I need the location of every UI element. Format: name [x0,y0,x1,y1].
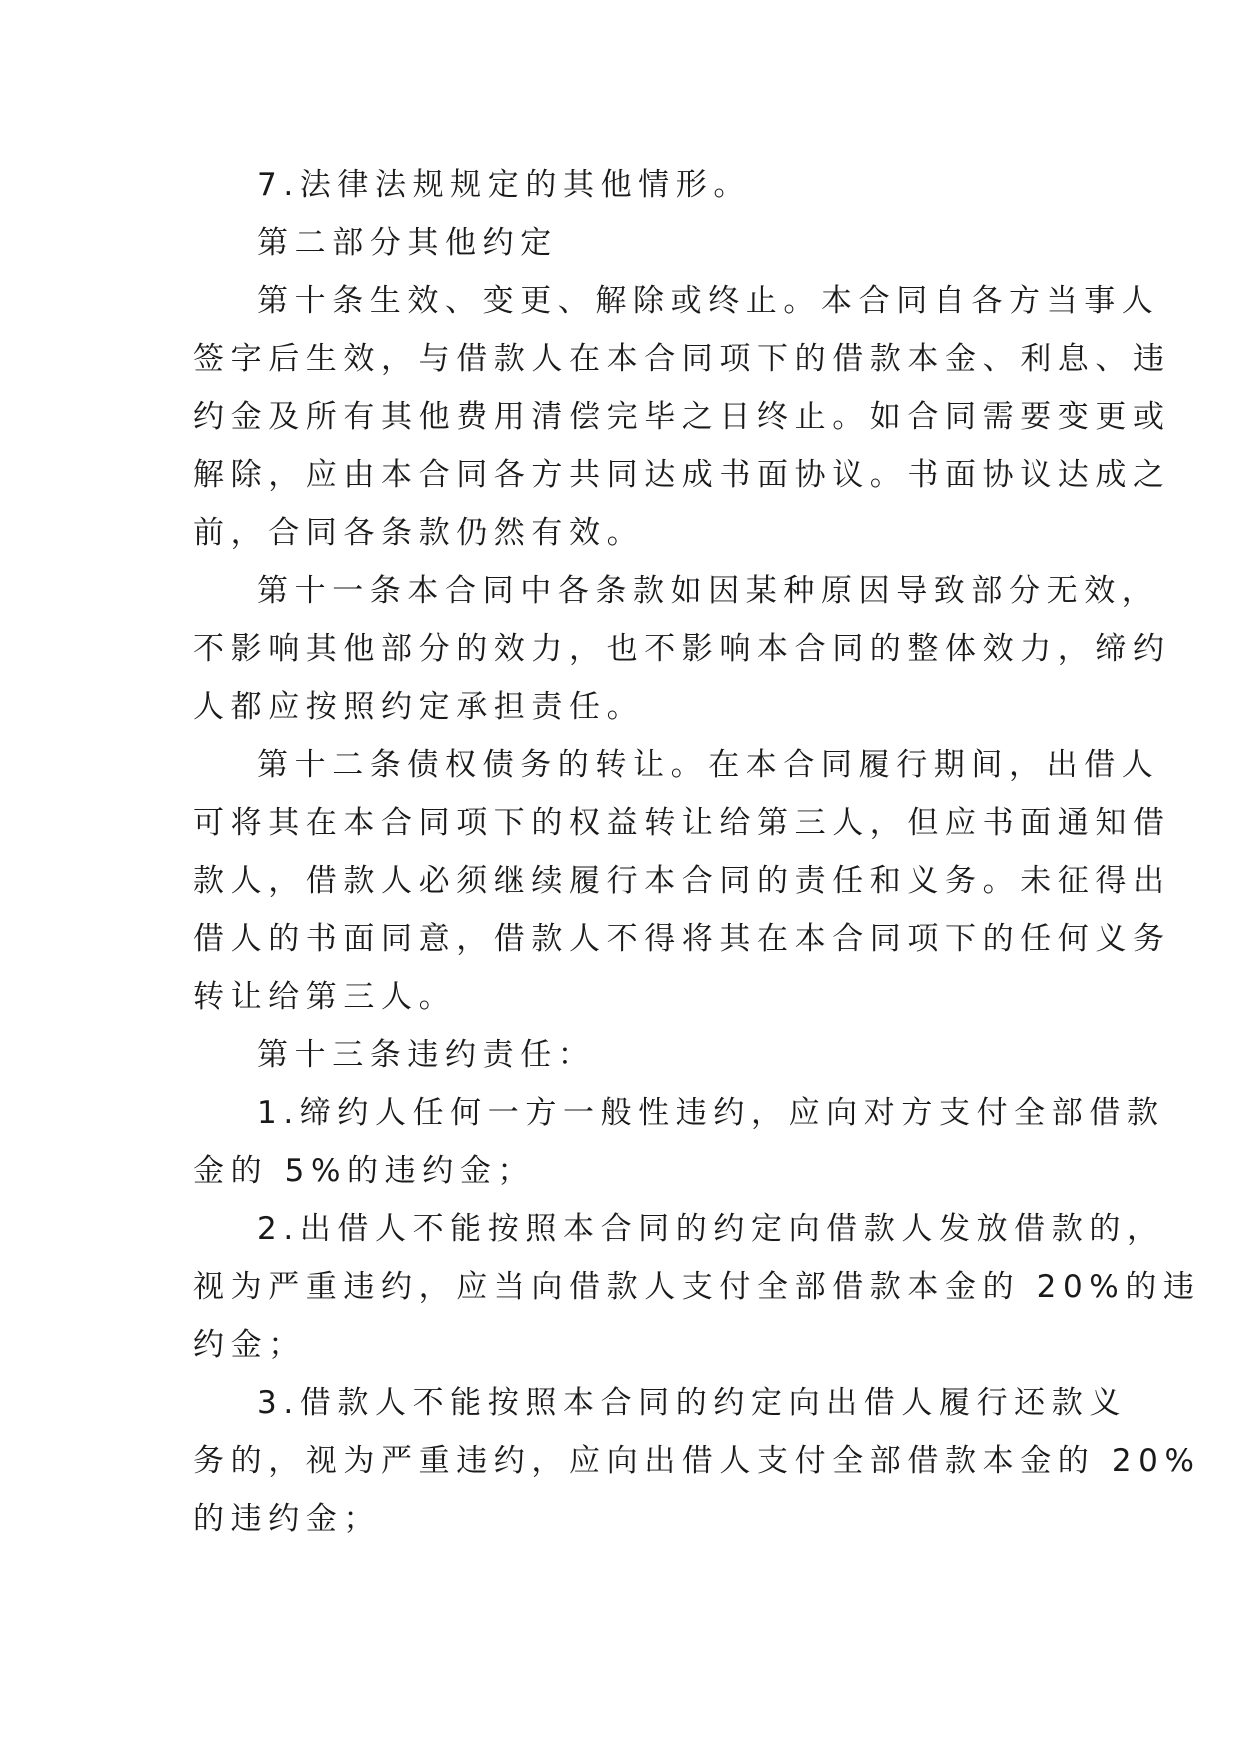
text-line: 1.缔约人任何一方一般性违约，应向对方支付全部借款 [257,1095,1165,1131]
clause-13-item-2 [193,1200,1201,1374]
text-line: 第十二条债权债务的转让。在本合同履行期间，出借人 [257,747,1160,783]
text-line: 前，合同各条款仍然有效。 [193,515,645,551]
text-line: 签字后生效，与借款人在本合同项下的借款本金、利息、违 [193,341,1171,377]
clause-12-paragraph [193,736,1171,1026]
text-line: 3.借款人不能按照本合同的约定向出借人履行还款义 [257,1385,1127,1421]
text-line: 解除，应由本合同各方共同达成书面协议。书面协议达成之 [193,457,1171,493]
clause-13-item-1 [193,1084,1165,1200]
text-line: 的违约金； [193,1501,381,1537]
text-line: 转让给第三人。 [193,979,457,1015]
text-line: 7.法律法规规定的其他情形。 [257,167,751,203]
text-line: 可将其在本合同项下的权益转让给第三人，但应书面通知借 [193,805,1171,841]
text-line: 人都应按照约定承担责任。 [193,689,645,725]
text-line: 务的，视为严重违约，应向出借人支付全部借款本金的 20% [193,1443,1201,1479]
text-line: 2.出借人不能按照本合同的约定向借款人发放借款的， [257,1211,1165,1247]
clause-10-paragraph [193,272,1171,562]
text-line: 第十三条违约责任： [257,1037,596,1073]
clause-11-paragraph [193,562,1171,736]
text-line: 约金及所有其他费用清偿完毕之日终止。如合同需要变更或 [193,399,1171,435]
text-line: 约金； [193,1327,306,1363]
paragraph-item-7 [193,156,1053,214]
text-line: 借人的书面同意，借款人不得将其在本合同项下的任何义务 [193,921,1171,957]
text-line: 视为严重违约，应当向借款人支付全部借款本金的 20%的违 [193,1269,1201,1305]
clause-13-heading [193,1026,1053,1084]
text-line: 第二部分其他约定 [257,225,558,261]
text-line: 金的 5%的违约金； [193,1153,536,1189]
text-line: 第十条生效、变更、解除或终止。本合同自各方当事人 [257,283,1160,319]
clause-13-item-3 [193,1374,1201,1548]
section-heading-part-two [193,214,1053,272]
document-body [193,156,1201,1548]
text-line: 款人，借款人必须继续履行本合同的责任和义务。未征得出 [193,863,1171,899]
text-line: 第十一条本合同中各条款如因某种原因导致部分无效， [257,573,1160,609]
text-line: 不影响其他部分的效力，也不影响本合同的整体效力，缔约 [193,631,1171,667]
